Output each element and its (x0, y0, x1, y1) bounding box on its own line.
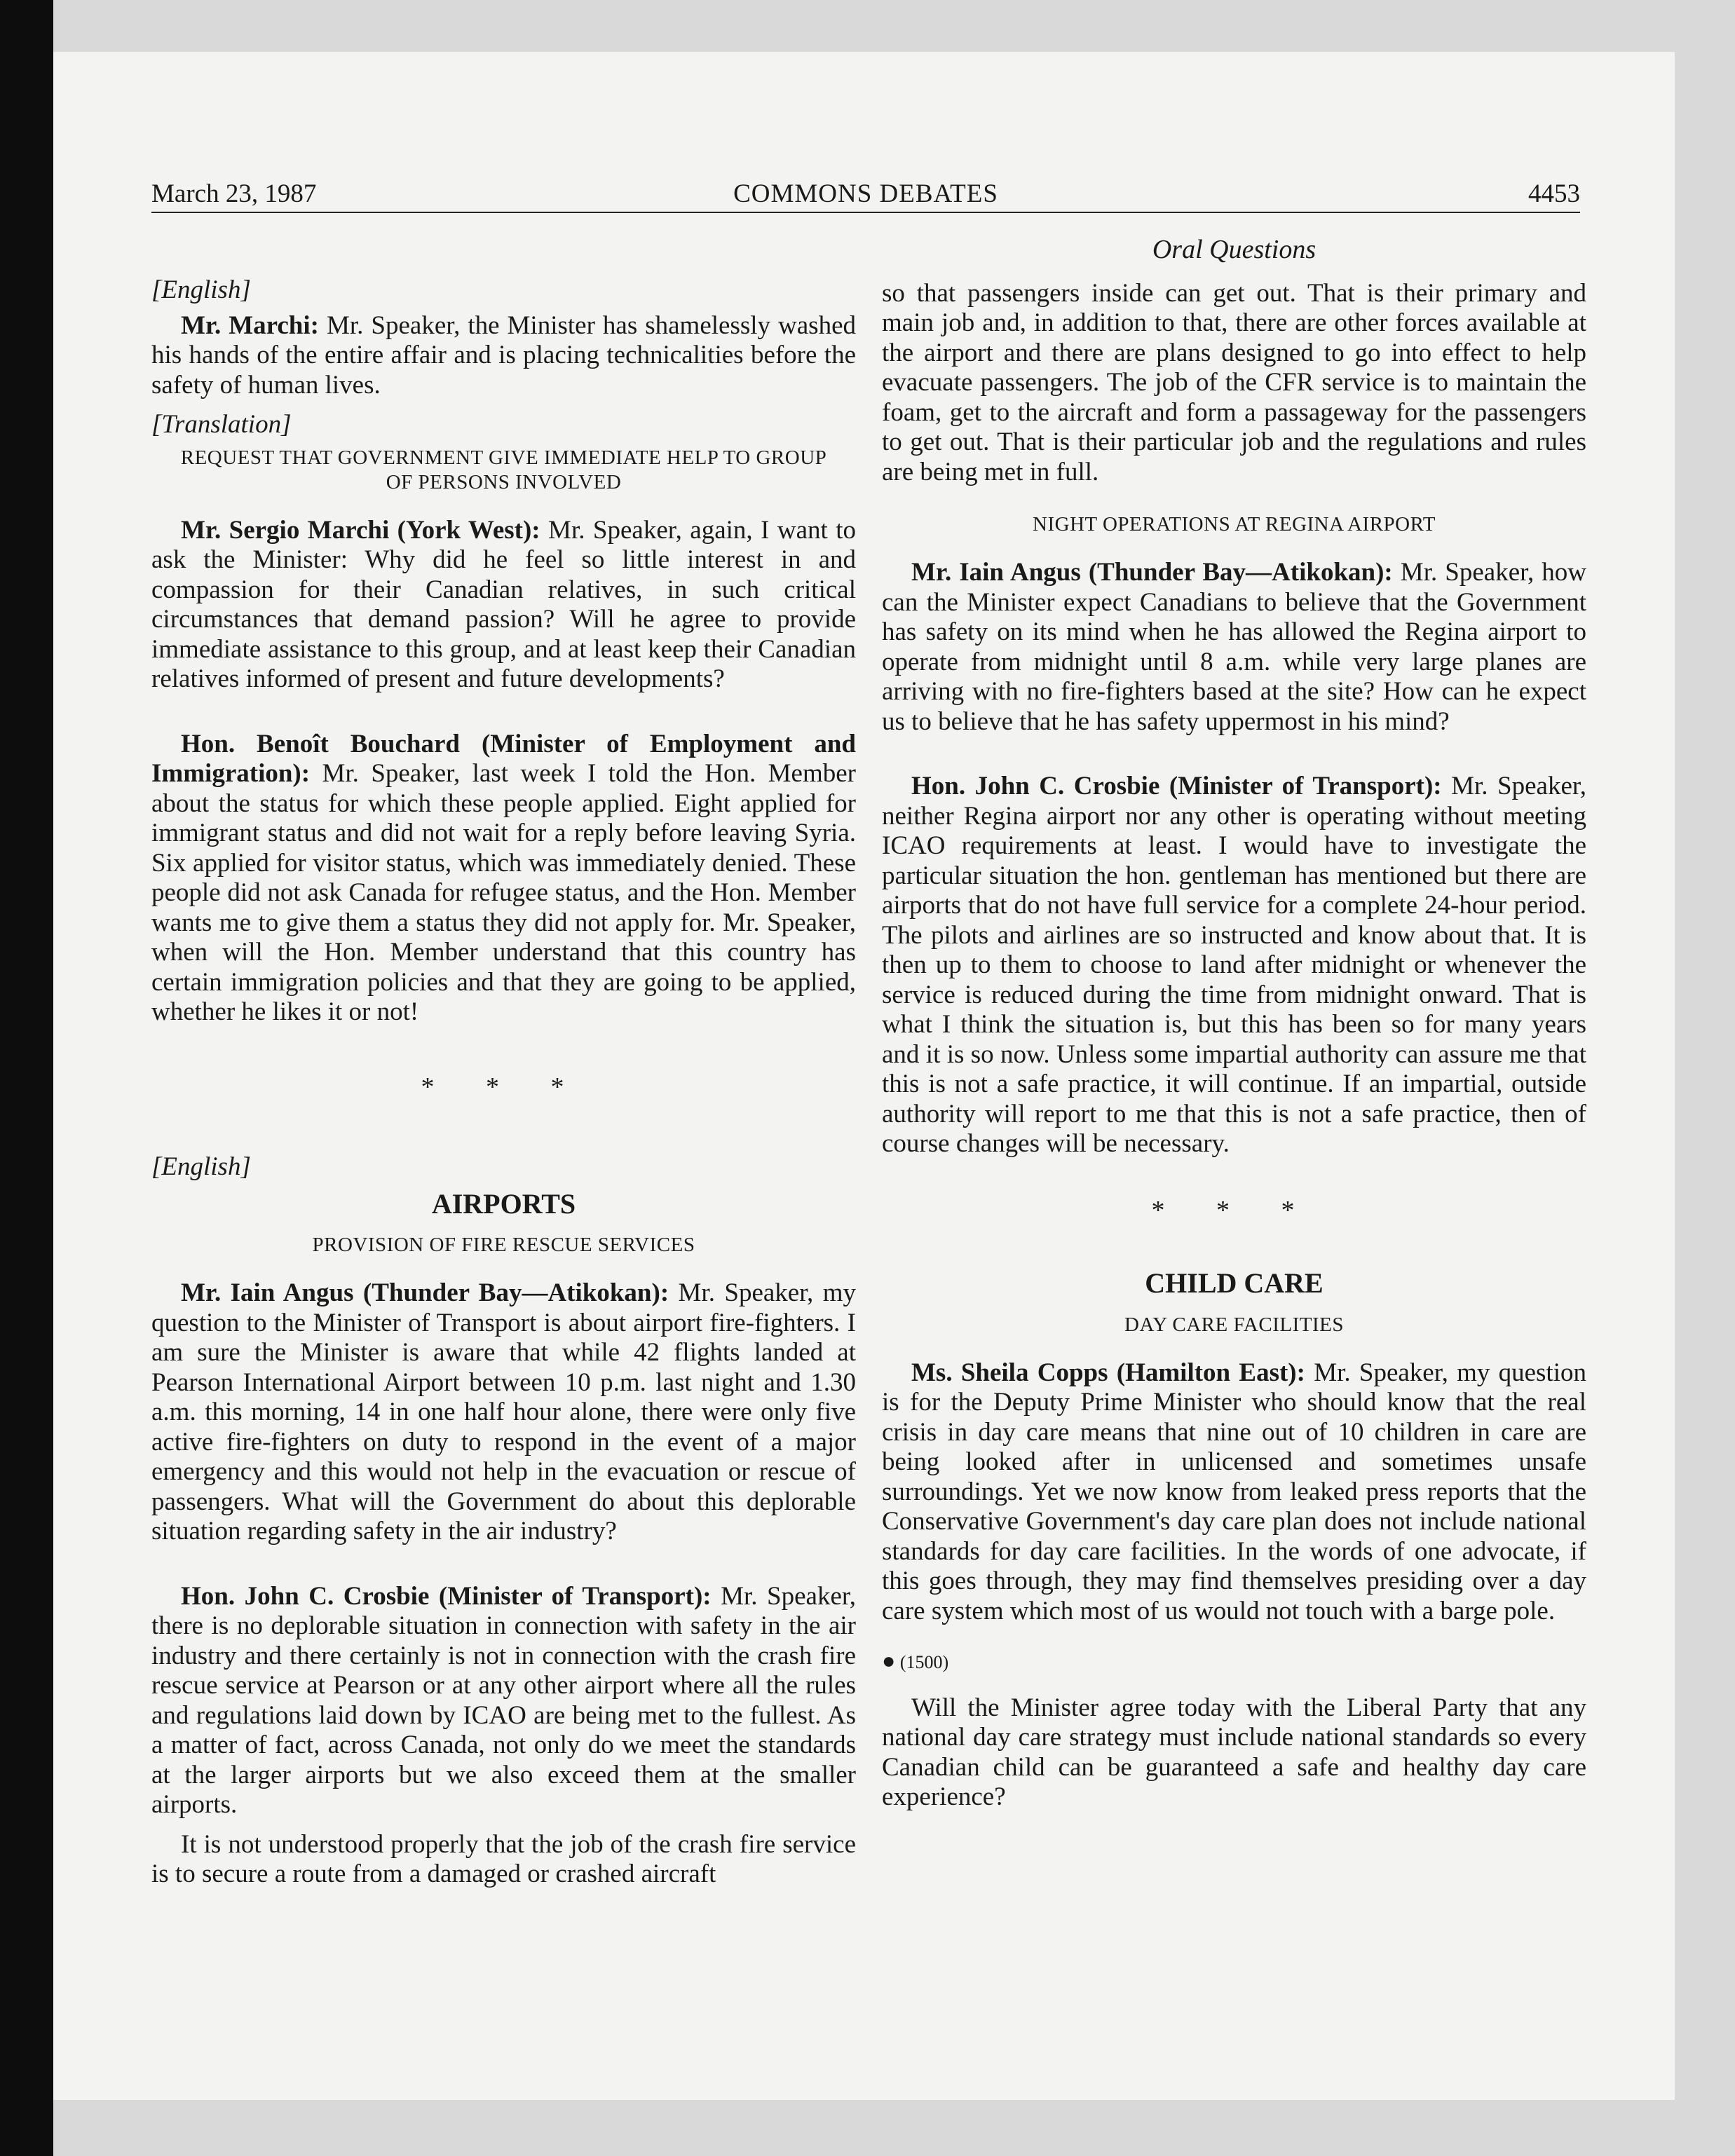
speech-text: Mr. Speaker, neither Regina airport nor any other is operating without meeting ICAO requirements at least. I would have to investigate the particular situation the hon. gentleman has mentioned but there are airports that do not have full service for a complete 24-hour period. The pilots and airlines are so instructed and know about that. It is then up to them to choose to land after midnight or whenever the service is reduced during the time from midnight onward. That is what I think the situation is, but this has been so for many years and it is so now. Unless some impartial authority can assure me that this is not a safe practice, it will continue. If an impartial, outside authority will report to me that this is not a safe practice, then of course changes will be necessary. (882, 772, 1586, 1158)
language-marker: [Translation] (151, 410, 292, 439)
speech-text: Mr. Speaker, there is no deplorable situation in connection with safety in the air industry and there certainly is not in connection with the crash fire rescue service at Pearson or at any other airport where all the rules and regulations laid down by ICAO are being met to the fullest. As a matter of fact, across Canada, not only do we meet the standards at the larger airports but we also exceed them at the smaller airports. (151, 1581, 856, 1819)
page-header (151, 175, 1580, 213)
paragraph (882, 1358, 1586, 1627)
paragraph (151, 730, 856, 1028)
speech-text: Mr. Speaker, the Minister has shamelessly washed his hands of the entire affair and is placing technicalities before the safety of human lives. (151, 311, 856, 400)
speaker: Mr. Sergio Marchi (York West): (181, 515, 540, 545)
speaker: Mr. Iain Angus (Thunder Bay—Atikokan): (181, 1278, 669, 1307)
paragraph (151, 1278, 856, 1547)
subheading: PROVISION OF FIRE RESCUE SERVICES (312, 1234, 695, 1256)
scan-border-left (0, 0, 53, 2156)
speech-text: Mr. Speaker, how can the Minister expect Canadians to believe that the Government has safety on its mind when he has allowed the Regina airport to operate from midnight until 8 a.m. while very large planes are arriving with no fire-fighters based at the site? How can he expect us to believe that he has safety uppermost in his mind? (882, 558, 1586, 736)
speaker: Ms. Sheila Copps (Hamilton East): (911, 1358, 1305, 1387)
speech-text: Mr. Speaker, last week I told the Hon. Member about the status for which these people applied. Eight applied for immigrant status and did not wait for a reply before leaving Syria. Six applied for visitor status, which was immediately denied. These people did not ask Canada for refugee status, and the Hon. Member wants me to give them a status they did not apply for. Mr. Speaker, when will the Hon. Member understand that this country has certain immigration policies and that they are going to be applied, whether he likes it or not! (151, 759, 856, 1026)
header-date: March 23, 1987 (151, 179, 317, 208)
time-marker-text: (1500) (899, 1652, 949, 1672)
section-heading: AIRPORTS (431, 1187, 576, 1220)
subheading: REQUEST THAT GOVERNMENT GIVE IMMEDIATE HELP TO GROUP OF PERSONS INVOLVED (180, 446, 827, 493)
paragraph (151, 311, 856, 401)
scan-border-bottom (53, 2100, 1735, 2156)
paragraph (151, 516, 856, 695)
subheading: DAY CARE FACILITIES (1124, 1313, 1344, 1336)
right-column (882, 235, 1586, 1813)
paragraph (151, 1582, 856, 1820)
speaker: Hon. John C. Crosbie (Minister of Transport): (181, 1581, 712, 1611)
speech-text: Mr. Speaker, my question is for the Deputy Prime Minister who should know that the real crisis in day care means that nine out of 10 children in care are being looked after in unlicensed and sometimes unsafe surroundings. Yet we now know from leaked press reports that the Conservative Government's day care plan does not include national standards for day care facilities. In the words of one advocate, if this goes through, they may find themselves presiding over a day care system which most of us would not touch with a barge pole. (882, 1358, 1586, 1625)
section-separator: * * * (421, 1072, 587, 1102)
speaker: Mr. Marchi: (181, 311, 319, 340)
paragraph: It is not understood properly that the job of the crash fire service is to secure a route from a damaged or crashed aircraft (151, 1829, 856, 1888)
speaker: Hon. Benoît Bouchard (Minister of Employment and Immigration): (151, 729, 856, 788)
paragraph: Will the Minister agree today with the Liberal Party that any national day care strategy must include national standards so every Canadian child can be guaranteed a safe and healthy day care experience? (882, 1693, 1586, 1811)
time-marker (882, 1646, 1586, 1678)
section-heading: CHILD CARE (1145, 1267, 1324, 1299)
paragraph (882, 772, 1586, 1159)
language-marker: [English] (151, 1152, 251, 1181)
speech-text: Mr. Speaker, again, I want to ask the Minister: Why did he feel so little interest in and compassion for their Canadian relatives, in such critical circumstances that demand passion? Will he agree to provide immediate assistance to this group, and at least keep their Canadian relatives informed of present and future developments? (151, 515, 857, 693)
speaker: Hon. John C. Crosbie (Minister of Transport): (911, 772, 1442, 800)
language-marker: [English] (151, 275, 251, 304)
speech-text: Mr. Speaker, my question to the Minister of Transport is about airport fire-fighters. I am sure the Minister is aware that while 42 flights landed at Pearson International Airport between 10 p.m. last night and 1.30 a.m. this morning, 14 in one half hour alone, there were only five active fire-fighters on duty to respond in the event of a major emergency and this would not help in the evacuation or rescue of passengers. What will the Government do about this deplorable situation regarding safety in the air industry? (151, 1278, 856, 1546)
header-page-number: 4453 (1528, 179, 1580, 208)
paragraph (882, 558, 1586, 737)
scan-border-right (1675, 0, 1735, 2156)
scan-border-top (53, 0, 1735, 52)
subheading: NIGHT OPERATIONS AT REGINA AIRPORT (1033, 513, 1436, 535)
left-column (151, 235, 856, 1890)
section-separator: * * * (1151, 1195, 1317, 1225)
header-title: COMMONS DEBATES (733, 179, 998, 208)
paragraph: so that passengers inside can get out. That is their primary and main job and, in addition to that, there are other forces available at the airport and there are plans designed to go into effect to help evacuate passengers. The job of the CFR service is to maintain the foam, get to the aircraft and form a passageway for the passengers to get out. That is their particular job and the regulations and rules are being met in full. (882, 278, 1586, 486)
bullet-icon: ● (882, 1648, 896, 1673)
running-head: Oral Questions (1152, 235, 1316, 264)
speaker: Mr. Iain Angus (Thunder Bay—Atikokan): (911, 558, 1393, 587)
